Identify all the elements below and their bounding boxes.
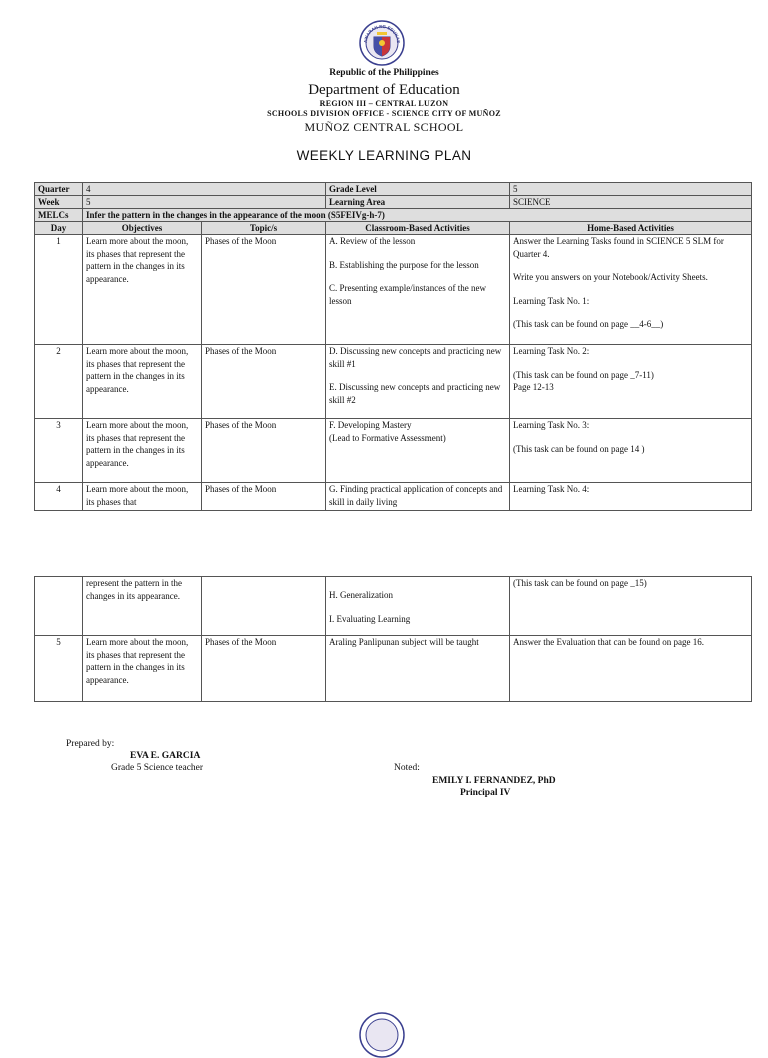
quarter-row [35,183,752,196]
classroom-activities-cell [326,577,510,636]
activity-item: Learning Task No. 2: [513,346,590,356]
republic-heading: Republic of the Philippines [329,68,439,78]
region-heading: REGION III – CENTRAL LUZON [319,99,449,108]
week-row [35,196,752,209]
objectives-cell: Learn more about the moon, its phases that represent the pattern in the changes in its appearance. [83,235,202,345]
activity-item: (This task can be found on page 14 ) [513,443,645,454]
week-label: Week [35,196,83,209]
day-cell: 3 [35,419,83,483]
grade-level-value: 5 [510,183,752,196]
objectives-cell: Learn more about the moon, its phases that represent the pattern in the changes in its appearance. [83,419,202,483]
table-row [35,577,752,636]
table-row [35,419,752,483]
activity-item: Write you answers on your Notebook/Activity Sheets. [513,272,708,283]
activity-item: I. Evaluating Learning [329,613,411,624]
home-activities-cell [510,345,752,419]
noter-name: EMILY I. FERNANDEZ, PhD [432,776,556,786]
preparer-title: Grade 5 Science teacher [111,763,204,773]
activity-item: H. Generalization [329,590,393,600]
activity-item: G. Finding practical application of concepts and skill in daily living [329,484,503,507]
objectives-cell: Learn more about the moon, its phases that represent the pattern in the changes in its appearance. [83,636,202,702]
activity-item: Page 12-13 [513,382,554,393]
home-activities-cell [510,483,752,511]
department-heading: Department of Education [308,82,460,98]
activity-item: (This task can be found on page _7-11) [513,369,654,380]
weekly-learning-plan-table [34,182,752,511]
activity-item: B. Establishing the purpose for the lesson [329,259,479,270]
document-title: WEEKLY LEARNING PLAN [296,148,472,163]
home-activities-column-header: Home-Based Activities [510,222,752,235]
activity-item: Answer the Learning Tasks found in SCIENCE 5 SLM for Quarter 4. [513,236,724,259]
day-cell: 4 [35,483,83,511]
column-header-row [35,222,752,235]
deped-seal-logo [359,20,405,66]
learning-area-label: Learning Area [326,196,510,209]
classroom-activities-cell [326,235,510,345]
home-activities-cell: (This task can be found on page _15) [510,577,752,636]
prepared-by-label: Prepared by: [66,739,115,749]
home-activities-cell [510,419,752,483]
activity-item: Learning Task No. 1: [513,295,590,306]
activity-item: Learning Task No. 4: [513,484,590,494]
topic-cell: Phases of the Moon [202,419,326,483]
preparer-name: EVA E. GARCIA [130,751,201,761]
division-heading: SCHOOLS DIVISION OFFICE - SCIENCE CITY OF MUÑOZ [267,109,501,118]
quarter-label: Quarter [35,183,83,196]
classroom-activities-cell [326,419,510,483]
deped-seal-logo [359,1012,405,1058]
grade-level-label: Grade Level [326,183,510,196]
noter-title: Principal IV [460,788,511,798]
classroom-activities-column-header: Classroom-Based Activities [326,222,510,235]
objectives-column-header: Objectives [83,222,202,235]
topics-column-header: Topic/s [202,222,326,235]
weekly-learning-plan-table-continued [34,576,752,702]
day-column-header: Day [35,222,83,235]
week-value: 5 [83,196,326,209]
melcs-label: MELCs [35,209,83,222]
home-activities-cell [510,235,752,345]
activity-item: D. Discussing new concepts and practicing new skill #1 [329,346,502,369]
day-cell: 2 [35,345,83,419]
home-activities-cell: Answer the Evaluation that can be found on page 16. [510,636,752,702]
melcs-row [35,209,752,222]
topic-cell: Phases of the Moon [202,636,326,702]
activity-item: Learning Task No. 3: [513,420,590,430]
classroom-activities-cell [326,345,510,419]
activity-item: (This task can be found on page __4-6__) [513,319,664,330]
objectives-cell: represent the pattern in the changes in its appearance. [83,577,202,636]
classroom-activities-cell [326,483,510,511]
day-cell: 5 [35,636,83,702]
melcs-value: Infer the pattern in the changes in the appearance of the moon (S5FEIVg-h-7) [83,209,752,222]
table-row [35,483,752,511]
objectives-cell: Learn more about the moon, its phases that represent the pattern in the changes in its appearance. [83,345,202,419]
activity-item: F. Developing Mastery [329,420,412,430]
table-row [35,235,752,345]
learning-area-value: SCIENCE [510,196,752,209]
day-cell [35,577,83,636]
topic-cell: Phases of the Moon [202,345,326,419]
table-row [35,636,752,702]
activity-item: (Lead to Formative Assessment) [329,432,446,443]
classroom-activities-cell: Araling Panlipunan subject will be taught [326,636,510,702]
noted-label: Noted: [394,763,420,773]
activity-item: A. Review of the lesson [329,236,416,246]
school-heading: MUÑOZ CENTRAL SCHOOL [304,120,464,134]
day-cell: 1 [35,235,83,345]
activity-item: E. Discussing new concepts and practicing new skill #2 [329,382,501,405]
topic-cell: Phases of the Moon [202,235,326,345]
topic-cell [202,577,326,636]
quarter-value: 4 [83,183,326,196]
activity-item: C. Presenting example/instances of the new lesson [329,283,486,306]
objectives-cell: Learn more about the moon, its phases that [83,483,202,511]
table-row [35,345,752,419]
svg-text:KAGAWARAN NG EDUKASYON: AWARAN NG EDUKAS [362,23,402,44]
topic-cell: Phases of the Moon [202,483,326,511]
